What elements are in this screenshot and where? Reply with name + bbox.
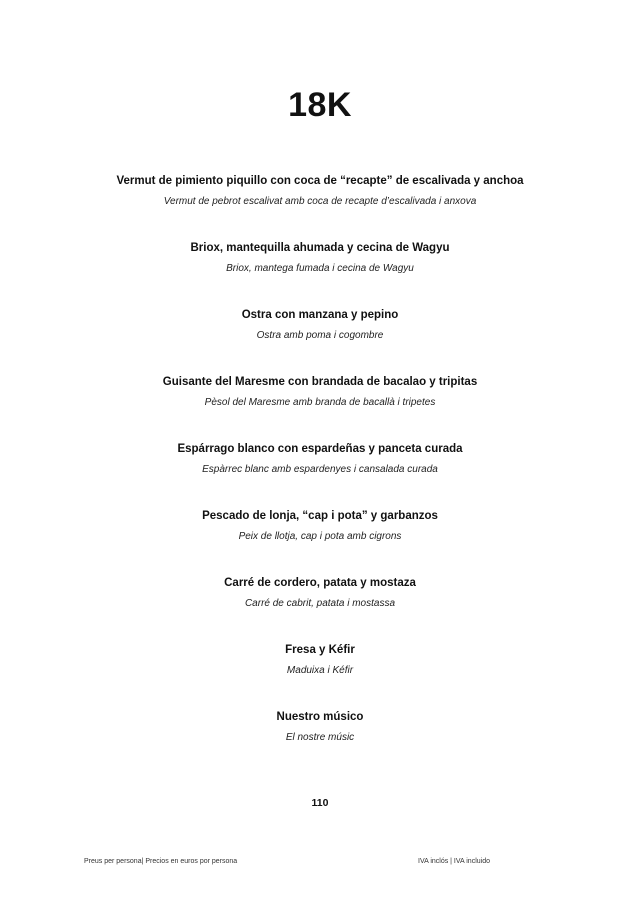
footer-price-note: Preus per persona| Precios en euros por persona <box>84 858 238 865</box>
course-name-es: Vermut de pimiento piquillo con coca de “recapte” de escalivada y anchoa <box>116 175 524 187</box>
course-name-ca: Vermut de pebrot escalivat amb coca de recapte d’escalivada i anxova <box>163 196 477 207</box>
course-item <box>0 307 640 374</box>
course-name-es: Nuestro músico <box>276 711 364 723</box>
course-item <box>0 173 640 240</box>
course-name-ca: Carré de cabrit, patata i mostassa <box>244 598 396 609</box>
course-item <box>0 642 640 709</box>
course-item <box>0 374 640 441</box>
course-name-es: Carré de cordero, patata y mostaza <box>224 577 416 589</box>
course-item <box>0 709 640 776</box>
course-item <box>0 575 640 642</box>
course-name-es: Pescado de lonja, “cap i pota” y garbanzos <box>202 510 438 522</box>
footer-vat-note: IVA inclós | IVA incluido <box>418 858 490 865</box>
course-name-ca: Ostra amb poma i cogombre <box>256 330 384 341</box>
course-name-es: Guisante del Maresme con brandada de bacalao y tripitas <box>162 376 478 388</box>
course-name-es: Briox, mantequilla ahumada y cecina de Wagyu <box>190 242 450 254</box>
course-item <box>0 441 640 508</box>
course-name-es: Espárrago blanco con espardeñas y panceta curada <box>177 443 463 455</box>
course-name-ca: Briox, mantega fumada i cecina de Wagyu <box>226 263 414 274</box>
course-item <box>0 240 640 307</box>
course-name-ca: El nostre músic <box>285 732 355 743</box>
course-name-es: Fresa y Kéfir <box>285 644 355 656</box>
course-list <box>0 173 640 776</box>
course-name-ca: Peix de llotja, cap i pota amb cigrons <box>238 531 402 542</box>
menu-price: 110 <box>311 797 329 809</box>
course-name-ca: Espàrrec blanc amb espardenyes i cansalada curada <box>202 464 438 475</box>
course-name-ca: Pèsol del Maresme amb branda de bacallà i tripetes <box>204 397 436 408</box>
menu-title: 18K <box>288 86 352 124</box>
course-name-ca: Maduixa i Kéfir <box>286 665 354 676</box>
course-name-es: Ostra con manzana y pepino <box>241 309 399 321</box>
course-item <box>0 508 640 575</box>
